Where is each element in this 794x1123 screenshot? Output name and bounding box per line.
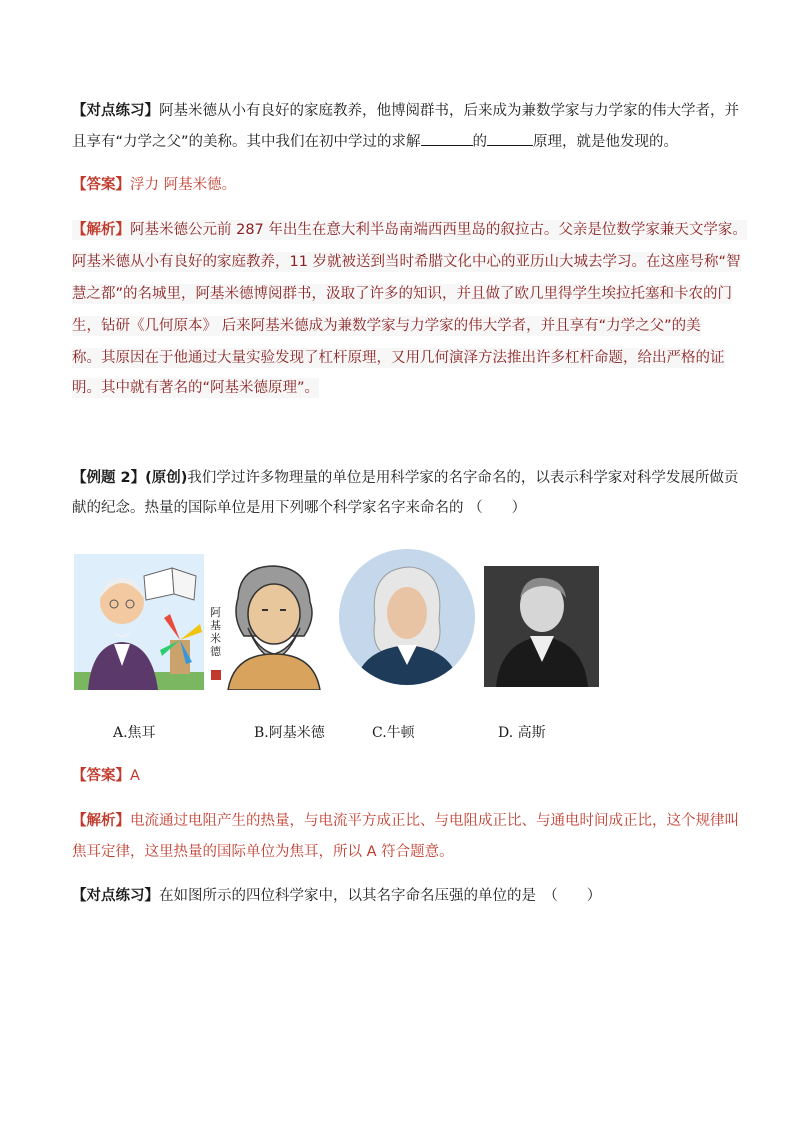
answer2-tag: 【答案】 — [72, 768, 130, 784]
answer2-line — [72, 766, 140, 786]
answer-blank-1[interactable] — [421, 131, 473, 146]
practice1-text2c: 原理，就是他发现的。 — [533, 134, 679, 150]
option-a[interactable]: A.焦耳 — [113, 725, 156, 741]
option-d[interactable]: D. 高斯 — [498, 725, 546, 741]
option-b[interactable]: B.阿基米德 — [254, 725, 325, 741]
joule-portrait — [74, 554, 204, 690]
practice1-line2 — [72, 131, 678, 152]
practice1-text1: 阿基米德从小有良好的家庭教养，他博阅群书，后来成为兼数学家与力学家的伟大学者，并 — [159, 103, 739, 119]
red-seal-icon — [211, 670, 221, 680]
example2-tag: 【例题 2】(原创) — [72, 470, 188, 486]
practice1-tag: 【对点练习】 — [72, 103, 159, 119]
analysis2-text1: 电流通过电阻产生的热量，与电流平方成正比、与电阻成正比、与通电时间成正比，这个规律叫 — [130, 813, 739, 829]
answer-blank-2[interactable] — [487, 131, 533, 146]
analysis2-tag: 【解析】 — [72, 813, 130, 829]
newton-portrait-icon — [339, 549, 475, 685]
seal-text: 阿基米德 — [210, 606, 221, 658]
gauss-portrait — [484, 566, 599, 687]
practice2-tag: 【对点练习】 — [72, 888, 159, 904]
joule-portrait-icon — [74, 554, 204, 690]
practice2-line — [72, 886, 601, 906]
analysis1-line2: 阿基米德从小有良好的家庭教养，11 岁就被送到当时希腊文化中心的亚历山大城去学习。在这座号称“智 — [72, 254, 741, 270]
analysis1-text-1: 阿基米德公元前 287 年出生在意大利半岛南端西西里岛的叙拉古。父亲是位数学家兼天文学家。 — [130, 222, 747, 238]
practice1-line1 — [72, 101, 739, 121]
option-c[interactable]: C.牛顿 — [372, 725, 415, 741]
example2-line1 — [72, 468, 738, 488]
practice2-text: 在如图所示的四位科学家中，以其名字命名压强的单位的是 （ ） — [159, 888, 602, 904]
analysis1-line5: 称。其原因在于他通过大量实验发现了杠杆原理，又用几何演泽方法推出许多杠杆命题，给出严格的证 — [72, 350, 725, 366]
answer1-tag: 【答案】 — [72, 177, 130, 193]
example2-line2: 献的纪念。热量的国际单位是用下列哪个科学家名字来命名的 （ ） — [72, 500, 527, 516]
analysis1-line6: 明。其中就有著名的“阿基米德原理”。 — [72, 380, 320, 396]
example2-text1: 我们学过许多物理量的单位是用科学家的名字命名的，以表示科学家对科学发展所做贡 — [187, 470, 739, 486]
archimedes-sketch-icon — [208, 558, 330, 690]
archimedes-portrait — [208, 558, 330, 690]
analysis1-line4: 生，钻研《几何原本》 后来阿基米德成为兼数学家与力学家的伟大学者，并且享有“力学之父”的美 — [72, 318, 701, 334]
gauss-portrait-icon — [484, 566, 599, 687]
analysis1-line3: 慧之都”的名城里，阿基米德博阅群书，汲取了许多的知识，并且做了欧几里得学生埃拉托塞和卡农的门 — [72, 286, 733, 302]
answer2-text: A — [130, 768, 140, 784]
analysis1-line1 — [72, 220, 747, 240]
newton-portrait — [339, 549, 475, 685]
practice1-text2a: 且享有“力学之父”的美称。其中我们在初中学过的求解 — [72, 134, 421, 150]
answer1-line — [72, 175, 236, 195]
analysis2-line2: 焦耳定律，这里热量的国际单位为焦耳，所以 A 符合题意。 — [72, 844, 454, 860]
analysis1-tag: 【解析】 — [72, 222, 130, 238]
answer1-text: 浮力 阿基米德。 — [130, 177, 237, 193]
practice1-text2b: 的 — [472, 134, 488, 150]
analysis2-line1 — [72, 811, 739, 831]
